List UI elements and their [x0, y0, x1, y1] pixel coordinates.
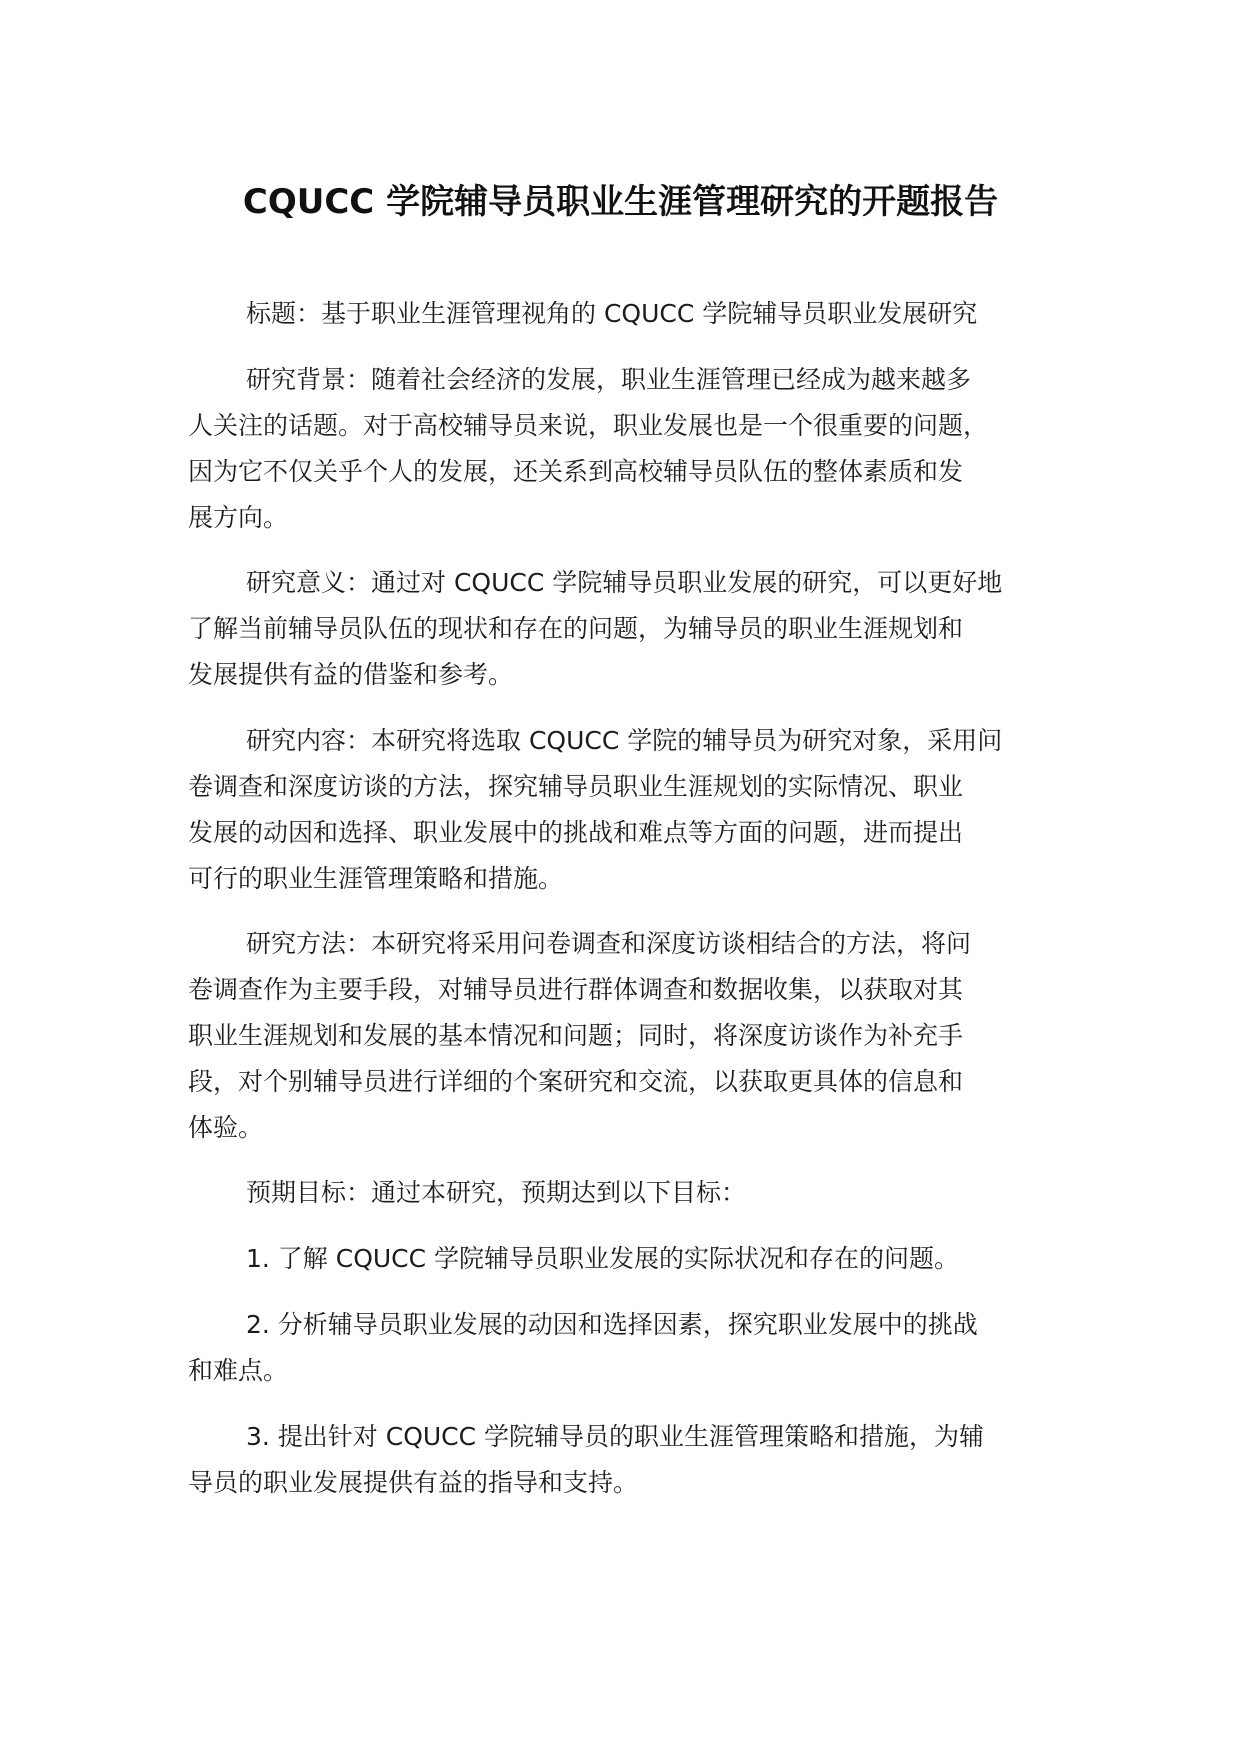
- goal-item-3: [188, 1414, 1090, 1506]
- paragraph-line: 和难点。: [188, 1356, 289, 1385]
- paragraph-line: 1. 了解 CQUCC 学院辅导员职业发展的实际状况和存在的问题。: [246, 1244, 960, 1273]
- paragraph-line: 标题：基于职业生涯管理视角的 CQUCC 学院辅导员职业发展研究: [246, 299, 978, 328]
- paragraph-line: 研究意义：通过对 CQUCC 学院辅导员职业发展的研究，可以更好地: [246, 568, 1003, 597]
- goal-item-1: [188, 1236, 1090, 1282]
- paragraph-line: 可行的职业生涯管理策略和措施。: [188, 864, 564, 893]
- paragraph-line: 人关注的话题。对于高校辅导员来说，职业发展也是一个很重要的问题，: [188, 411, 989, 440]
- paragraph-goals: [188, 1170, 1090, 1216]
- paragraph-line: 发展提供有益的借鉴和参考。: [188, 660, 514, 689]
- paragraph-line: 展方向。: [188, 503, 289, 532]
- paragraph-background: [188, 357, 1090, 541]
- paragraph-line: 职业生涯规划和发展的基本情况和问题；同时，将深度访谈作为补充手: [188, 1021, 964, 1050]
- paragraph-line: 发展的动因和选择、职业发展中的挑战和难点等方面的问题，进而提出: [188, 818, 964, 847]
- paragraph-topic: [188, 291, 1090, 337]
- paragraph-content: [188, 718, 1090, 902]
- paragraph-line: 3. 提出针对 CQUCC 学院辅导员的职业生涯管理策略和措施，为辅: [246, 1422, 985, 1451]
- paragraph-line: 2. 分析辅导员职业发展的动因和选择因素，探究职业发展中的挑战: [246, 1310, 978, 1339]
- paragraph-line: 研究内容：本研究将选取 CQUCC 学院的辅导员为研究对象，采用问: [246, 726, 1003, 755]
- paragraph-line: 研究方法：本研究将采用问卷调查和深度访谈相结合的方法，将问: [246, 929, 972, 958]
- document-title: CQUCC 学院辅导员职业生涯管理研究的开题报告: [242, 182, 999, 222]
- paragraph-method: [188, 921, 1090, 1151]
- paragraph-line: 研究背景：随着社会经济的发展，职业生涯管理已经成为越来越多: [246, 365, 972, 394]
- paragraph-line: 体验。: [188, 1113, 264, 1142]
- paragraph-line: 段，对个别辅导员进行详细的个案研究和交流，以获取更具体的信息和: [188, 1067, 964, 1096]
- paragraph-line: 因为它不仅关乎个人的发展，还关系到高校辅导员队伍的整体素质和发: [188, 457, 964, 486]
- goal-item-2: [188, 1302, 1090, 1394]
- paragraph-line: 了解当前辅导员队伍的现状和存在的问题，为辅导员的职业生涯规划和: [188, 614, 964, 643]
- paragraph-line: 卷调查作为主要手段，对辅导员进行群体调查和数据收集，以获取对其: [188, 975, 964, 1004]
- paragraph-line: 卷调查和深度访谈的方法，探究辅导员职业生涯规划的实际情况、职业: [188, 772, 964, 801]
- paragraph-line: 导员的职业发展提供有益的指导和支持。: [188, 1468, 639, 1497]
- paragraph-line: 预期目标：通过本研究，预期达到以下目标：: [246, 1178, 747, 1207]
- paragraph-significance: [188, 560, 1090, 698]
